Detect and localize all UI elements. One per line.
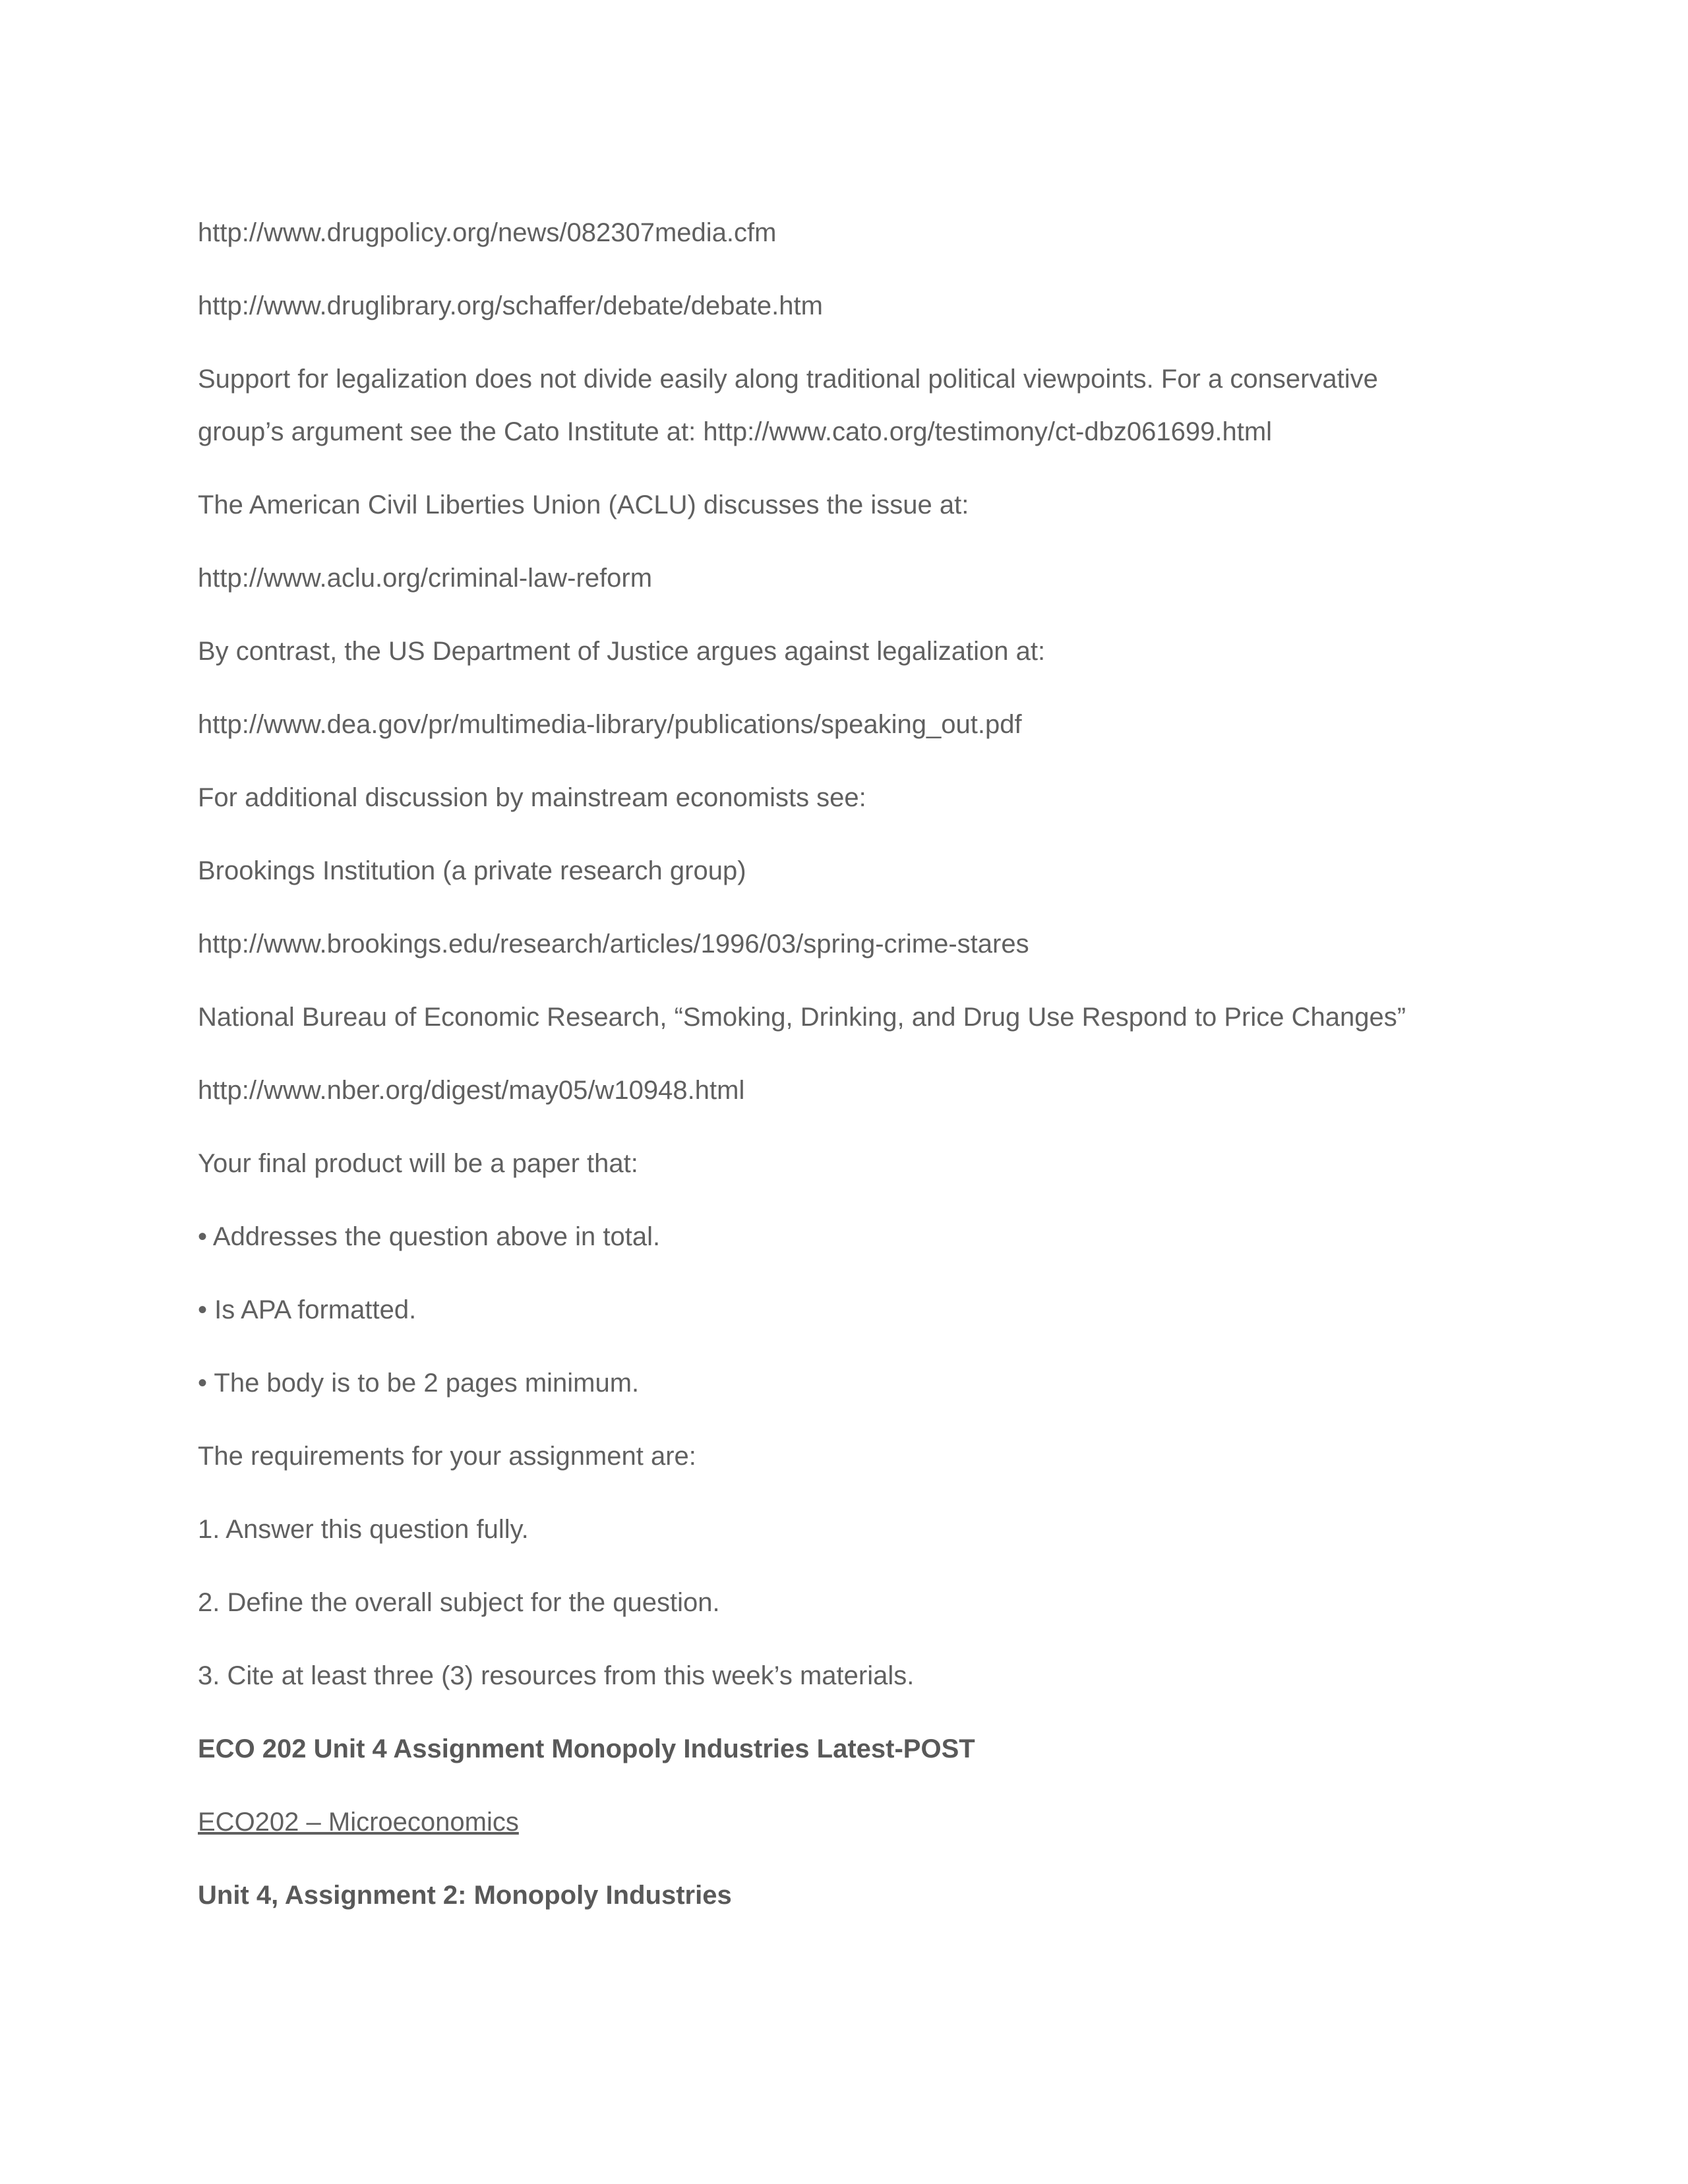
numbered-item: 2. Define the overall subject for the question. <box>198 1588 720 1617</box>
final-product-intro: Your final product will be a paper that: <box>198 1149 638 1178</box>
doj-intro: By contrast, the US Department of Justice argues against legalization at: <box>198 637 1046 666</box>
unit-heading: Unit 4, Assignment 2: Monopoly Industries <box>198 1881 732 1910</box>
brookings-link[interactable]: http://www.brookings.edu/research/articles/1996/03/spring-crime-stares <box>198 930 1029 959</box>
brookings-label: Brookings Institution (a private research group) <box>198 856 746 885</box>
druglibrary-link[interactable]: http://www.druglibrary.org/schaffer/debate/debate.htm <box>198 291 823 320</box>
aclu-intro: The American Civil Liberties Union (ACLU) discusses the issue at: <box>198 490 969 519</box>
assignment-heading: ECO 202 Unit 4 Assignment Monopoly Industries Latest-POST <box>198 1734 975 1763</box>
course-link[interactable]: ECO202 – Microeconomics <box>198 1808 519 1837</box>
aclu-link[interactable]: http://www.aclu.org/criminal-law-reform <box>198 564 653 593</box>
drugpolicy-link[interactable]: http://www.drugpolicy.org/news/082307media.cfm <box>198 218 777 247</box>
bullet-item: • Addresses the question above in total. <box>198 1222 661 1251</box>
numbered-item: 3. Cite at least three (3) resources from this week’s materials. <box>198 1661 915 1690</box>
nber-link[interactable]: http://www.nber.org/digest/may05/w10948.html <box>198 1076 745 1105</box>
dea-link[interactable]: http://www.dea.gov/pr/multimedia-library/publications/speaking_out.pdf <box>198 710 1022 739</box>
bullet-item: • Is APA formatted. <box>198 1295 417 1324</box>
requirements-intro: The requirements for your assignment are: <box>198 1442 696 1471</box>
legalization-paragraph-line-2: group’s argument see the Cato Institute at: http://www.cato.org/testimony/ct-dbz061699.html <box>198 417 1273 446</box>
economists-intro: For additional discussion by mainstream economists see: <box>198 783 866 812</box>
nber-title: National Bureau of Economic Research, “Smoking, Drinking, and Drug Use Respond to Price Changes” <box>198 1003 1406 1032</box>
bullet-item: • The body is to be 2 pages minimum. <box>198 1369 640 1398</box>
legalization-paragraph-line-1: Support for legalization does not divide easily along traditional political viewpoints. For a conservative <box>198 365 1378 394</box>
numbered-item: 1. Answer this question fully. <box>198 1515 529 1544</box>
